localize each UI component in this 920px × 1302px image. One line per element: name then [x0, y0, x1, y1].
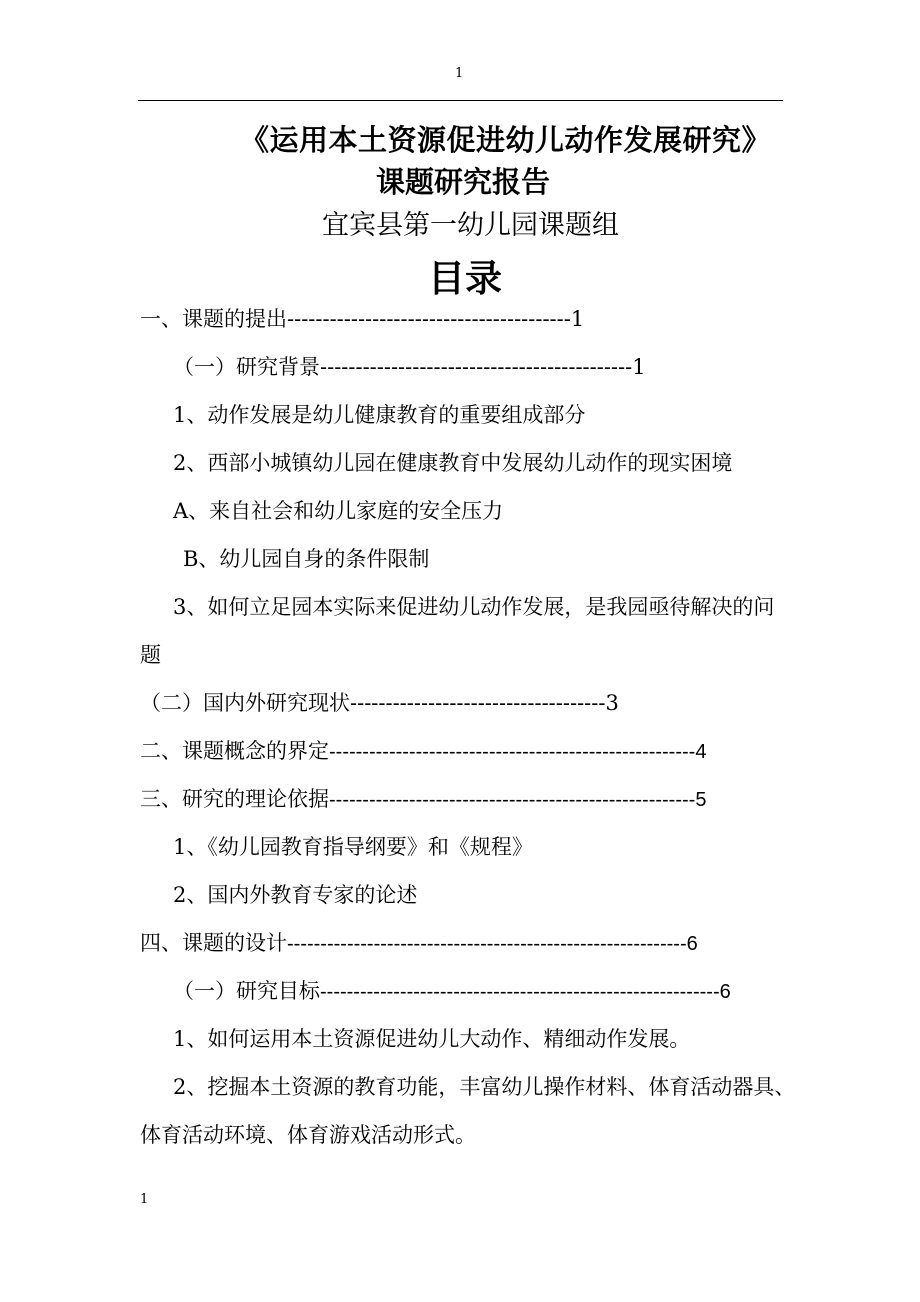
- toc-page: 6: [719, 981, 731, 1003]
- toc-entry: 2、国内外教育专家的论述: [173, 883, 418, 907]
- toc-entry: [173, 979, 731, 1004]
- document-title: 《运用本土资源促进幼儿动作发展研究》: [240, 123, 772, 157]
- document-subtitle: 课题研究报告: [376, 165, 551, 199]
- toc-page: 5: [695, 789, 707, 811]
- toc-entry: [140, 931, 698, 956]
- toc-leader: ------------------------------------------------------------: [287, 933, 687, 955]
- toc-leader: -------------------------------------------------------: [329, 741, 696, 763]
- toc-leader: --------------------------------------------: [320, 355, 633, 379]
- toc-entry: [140, 787, 706, 812]
- header-page-number: 1: [455, 66, 464, 81]
- toc-entry: B、幼儿园自身的条件限制: [183, 547, 430, 571]
- organization-name: 宜宾县第一幼儿园课题组: [322, 210, 619, 241]
- toc-leader: ----------------------------------------: [287, 307, 571, 331]
- toc-entry: 1、《幼儿园教育指导纲要》和《规程》: [173, 835, 533, 859]
- toc-leader: ------------------------------------: [350, 691, 606, 715]
- toc-entry: 3、如何立足园本实际来促进幼儿动作发展，是我园亟待解决的问: [173, 595, 775, 619]
- toc-entry: [140, 691, 619, 715]
- toc-entry-text: 三、研究的理论依据: [140, 787, 329, 811]
- toc-entry-text: （二）国内外研究现状: [140, 691, 350, 715]
- toc-entry: 2、挖掘本土资源的教育功能，丰富幼儿操作材料、体育活动器具、: [173, 1075, 796, 1099]
- toc-entry-text: 一、课题的提出: [140, 307, 287, 331]
- toc-entry-text: 二、课题概念的界定: [140, 739, 329, 763]
- toc-entry: [140, 307, 584, 331]
- toc-entry-text: （一）研究目标: [173, 979, 320, 1003]
- toc-page: 3: [605, 691, 619, 715]
- toc-entry: 体育活动环境、体育游戏活动形式。: [140, 1123, 476, 1147]
- header-rule: [138, 100, 783, 101]
- toc-entry: 1、如何运用本土资源促进幼儿大动作、精细动作发展。: [173, 1027, 691, 1051]
- toc-entry: [140, 739, 706, 764]
- toc-entry: [173, 355, 646, 379]
- footer-page-number: 1: [140, 1192, 149, 1207]
- toc-entry-text: （一）研究背景: [173, 355, 320, 379]
- toc-leader: ------------------------------------------------------------: [320, 981, 720, 1003]
- toc-page: 1: [632, 355, 646, 379]
- toc-entry-text: 四、课题的设计: [140, 931, 287, 955]
- toc-heading: 目录: [428, 256, 502, 300]
- toc-entry: A、来自社会和幼儿家庭的安全压力: [173, 499, 504, 523]
- toc-entry: 2、西部小城镇幼儿园在健康教育中发展幼儿动作的现实困境: [173, 451, 733, 475]
- toc-page: 4: [695, 741, 707, 763]
- toc-leader: -------------------------------------------------------: [329, 789, 696, 811]
- toc-page: 6: [686, 933, 698, 955]
- toc-entry: 1、动作发展是幼儿健康教育的重要组成部分: [173, 403, 586, 427]
- toc-entry: 题: [140, 643, 161, 667]
- toc-page: 1: [570, 307, 585, 331]
